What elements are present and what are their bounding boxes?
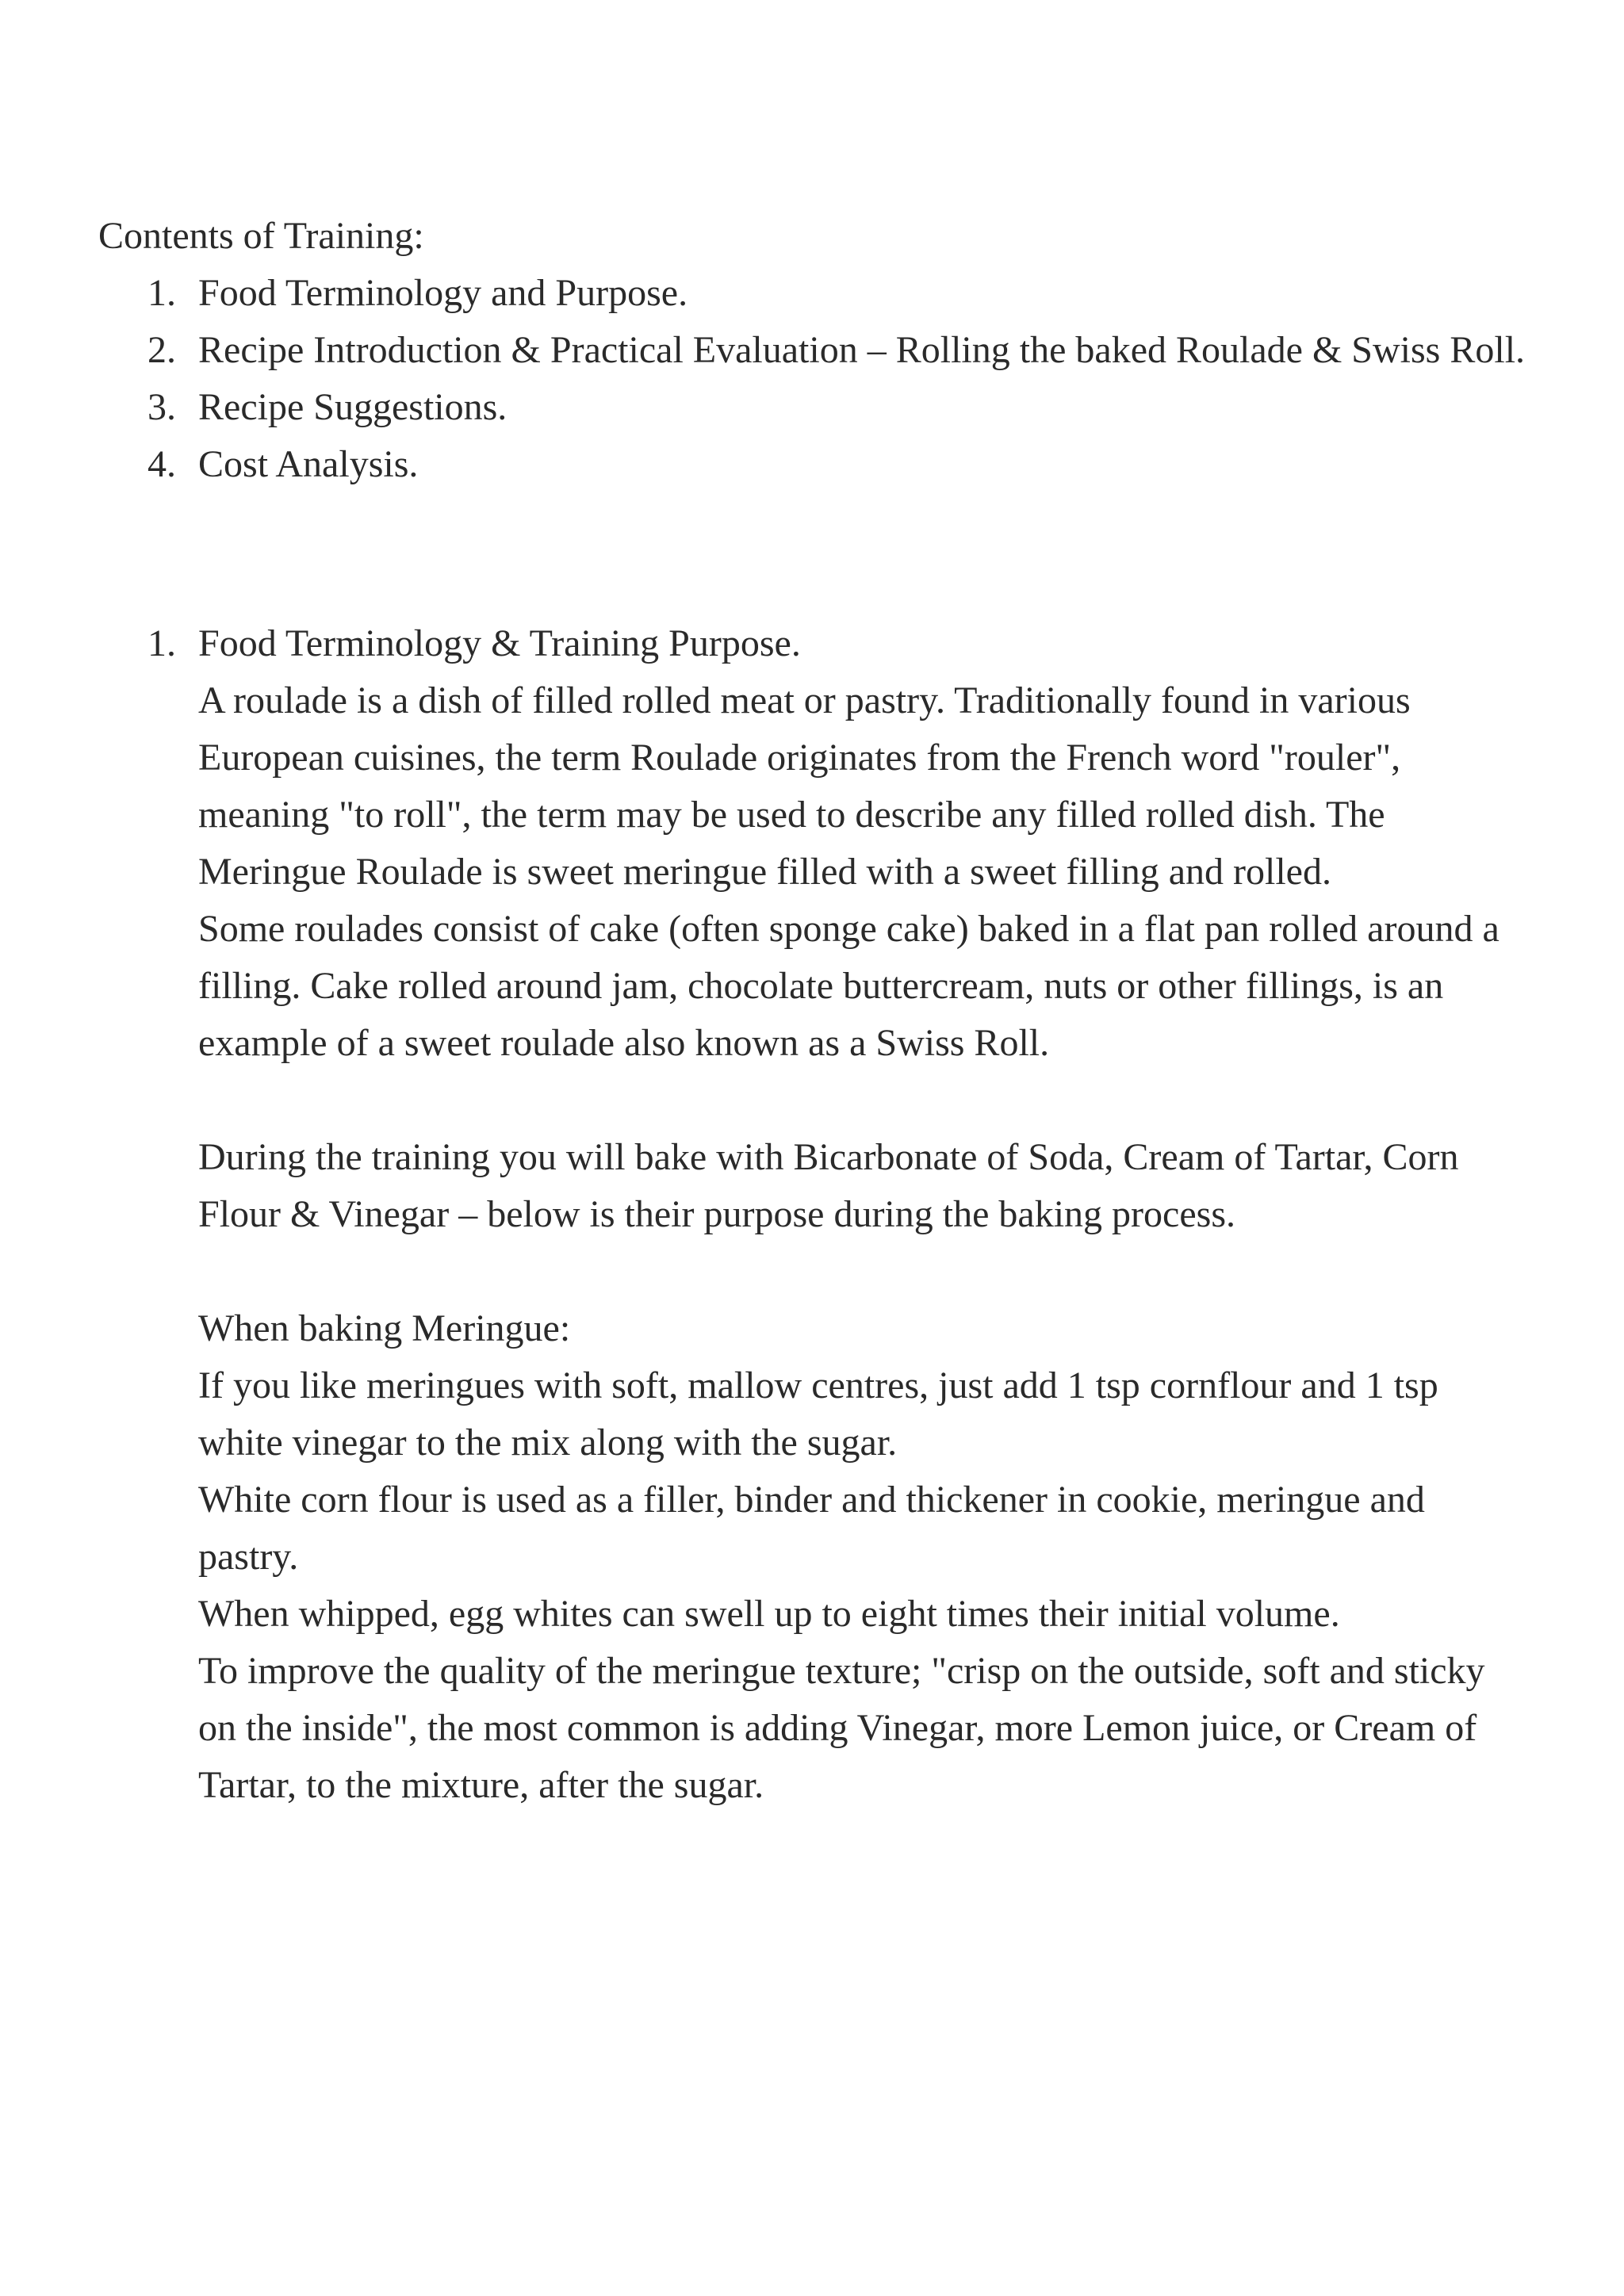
paragraph-meringue-texture: To improve the quality of the meringue texture; "crisp on the outside, soft and sticky on the inside", the most common is adding Vinegar, more Lemon juice, or Cream of Tartar, to the mixture, after the sugar.	[198, 1650, 1485, 1806]
contents-item	[0, 265, 1546, 322]
contents-list	[0, 265, 1624, 493]
paragraph-roulade-definition: A roulade is a dish of filled rolled meat or pastry. Traditionally found in various European cuisines, the term Roulade originates from the French word "rouler", meaning "to roll", the term may be used to describe any filled rolled dish. The Meringue Roulade is sweet meringue filled with a sweet filling and rolled.	[198, 679, 1411, 893]
contents-item-number: 1.	[147, 272, 176, 314]
contents-item-text: Cost Analysis.	[198, 443, 419, 485]
contents-item-number: 4.	[147, 443, 176, 485]
section-heading	[0, 615, 1624, 672]
paragraph-soft-meringues: If you like meringues with soft, mallow centres, just add 1 tsp cornflour and 1 tsp white vinegar to the mix along with the sugar.	[198, 1364, 1438, 1464]
paragraph-training-ingredients: During the training you will bake with Bicarbonate of Soda, Cream of Tartar, Corn Flour & Vinegar – below is their purpose during the baking process.	[198, 1136, 1459, 1235]
subheading-baking-meringue: When baking Meringue:	[198, 1307, 571, 1349]
paragraph-corn-flour: White corn flour is used as a filler, binder and thickener in cookie, meringue and pastry.	[198, 1479, 1425, 1578]
contents-heading: Contents of Training:	[98, 215, 424, 257]
contents-item	[0, 436, 1546, 493]
contents-item	[0, 322, 1546, 379]
section-number: 1.	[147, 622, 176, 664]
contents-item-number: 3.	[147, 386, 176, 428]
contents-item-text: Food Terminology and Purpose.	[198, 272, 688, 314]
spacer	[0, 1072, 1624, 1129]
paragraph-egg-whites: When whipped, egg whites can swell up to eight times their initial volume.	[198, 1593, 1340, 1635]
section-food-terminology	[0, 615, 1624, 1814]
contents-item-text: Recipe Introduction & Practical Evaluation – Rolling the baked Roulade & Swiss Roll.	[198, 329, 1526, 371]
contents-item	[0, 379, 1546, 436]
contents-item-text: Recipe Suggestions.	[198, 386, 508, 428]
contents-item-number: 2.	[147, 329, 176, 371]
spacer	[0, 1243, 1624, 1300]
paragraph-swiss-roll: Some roulades consist of cake (often sponge cake) baked in a flat pan rolled around a filling. Cake rolled around jam, chocolate buttercream, nuts or other fillings, is an example of a sweet roulade also known as a Swiss Roll.	[198, 908, 1500, 1064]
section-heading-text: Food Terminology & Training Purpose.	[198, 622, 801, 664]
